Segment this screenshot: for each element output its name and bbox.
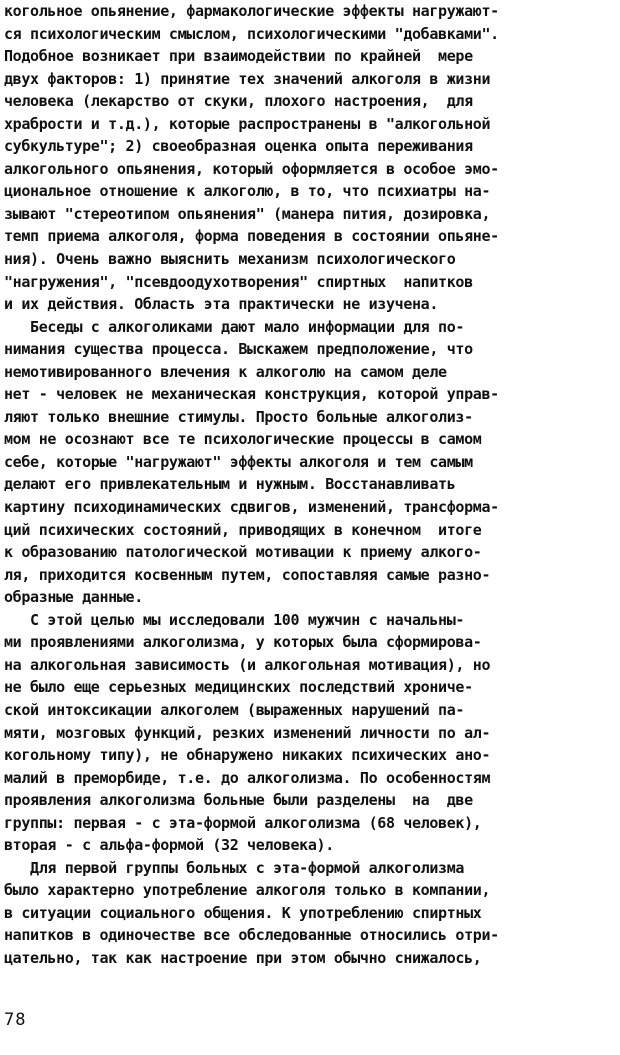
text-line: ций психических состояний, приводящих в конечном итоге <box>4 520 482 539</box>
text-line: темп приема алкоголя, форма поведения в состоянии опьяне- <box>4 227 499 246</box>
text-line: храбрости и т.д.), которые распространены в "алкогольной <box>4 114 491 133</box>
text-line: малий в преморбиде, т.е. до алкоголизма. По особенностям <box>4 768 491 787</box>
text-line: циональное отношение к алкоголю, в то, что психиатры на- <box>4 182 491 201</box>
text-line: образные данные. <box>4 588 143 607</box>
text-line: субкультуре"; 2) своеобразная оценка опыта переживания <box>4 137 473 156</box>
text-line: на алкогольная зависимость (и алкогольная мотивация), но <box>4 655 491 674</box>
text-line: и их действия. Область эта практически не изучена. <box>4 295 439 314</box>
text-line: ляют только внешние стимулы. Просто больные алкоголиз- <box>4 407 473 426</box>
text-line: Подобное возникает при взаимодействии по крайней мере <box>4 47 473 66</box>
text-line: "нагружения", "псевдоодухотворения" спиртных напитков <box>4 272 473 291</box>
text-line: когольное опьянение, фармакологические эффекты нагружают- <box>4 2 499 20</box>
text-line: группы: первая - с эта-формой алкоголизма (68 человек), <box>4 813 482 832</box>
text-line: цательно, так как настроение при этом обычно снижалось, <box>4 948 482 967</box>
text-line: ми проявлениями алкоголизма, у которых была сформирова- <box>4 633 482 652</box>
text-line: было характерно употребление алкоголя только в компании, <box>4 881 491 900</box>
text-line: ния). Очень важно выяснить механизм психологического <box>4 250 456 269</box>
text-line: к образованию патологической мотивации к приему алкого- <box>4 543 482 562</box>
text-line: Для первой группы больных с эта-формой алкоголизма <box>4 858 465 877</box>
text-line: зывают "стереотипом опьянения" (манера пития, дозировка, <box>4 204 491 223</box>
text-line: проявления алкоголизма больные были разделены на две <box>4 791 473 810</box>
text-line: двух факторов: 1) принятие тех значений алкоголя в жизни <box>4 69 491 88</box>
text-line: мом не осознают все те психологические процессы в самом <box>4 430 482 449</box>
text-line: нет - человек не механическая конструкция, которой управ- <box>4 385 499 404</box>
text-line: в ситуации социального общения. К употреблению спиртных <box>4 903 482 922</box>
text-line: нимания существа процесса. Выскажем предположение, что <box>4 340 473 359</box>
text-line: себе, которые "нагружают" эффекты алкоголя и тем самым <box>4 452 473 471</box>
text-line: человека (лекарство от скуки, плохого настроения, для <box>4 92 473 111</box>
text-line: С этой целью мы исследовали 100 мужчин с начальны- <box>4 610 465 629</box>
text-line: делают его привлекательным и нужным. Восстанавливать <box>4 475 456 494</box>
text-line: алкогольного опьянения, который оформляется в особое эмо- <box>4 159 499 178</box>
text-line: немотивированного влечения к алкоголю на самом деле <box>4 362 447 381</box>
body-text <box>4 0 616 970</box>
text-line: мяти, мозговых функций, резких изменений личности по ал- <box>4 723 491 742</box>
text-line: напитков в одиночестве все обследованные относились отри- <box>4 926 499 945</box>
text-line: когольному типу), не обнаружено никаких психических ано- <box>4 746 491 765</box>
text-line: ся психологическим смыслом, психологическими "добавками". <box>4 24 499 43</box>
text-line: Беседы с алкоголиками дают мало информации для по- <box>4 317 465 336</box>
text-line: ля, приходится косвенным путем, сопоставляя самые разно- <box>4 565 491 584</box>
text-line: вторая - с альфа-формой (32 человека). <box>4 836 334 855</box>
page-number: 78 <box>4 1010 27 1030</box>
text-line: не было еще серьезных медицинских последствий хрониче- <box>4 678 473 697</box>
text-line: ской интоксикации алкоголем (выраженных нарушений па- <box>4 700 465 719</box>
text-line: картину психодинамических сдвигов, изменений, трансформа- <box>4 498 499 517</box>
